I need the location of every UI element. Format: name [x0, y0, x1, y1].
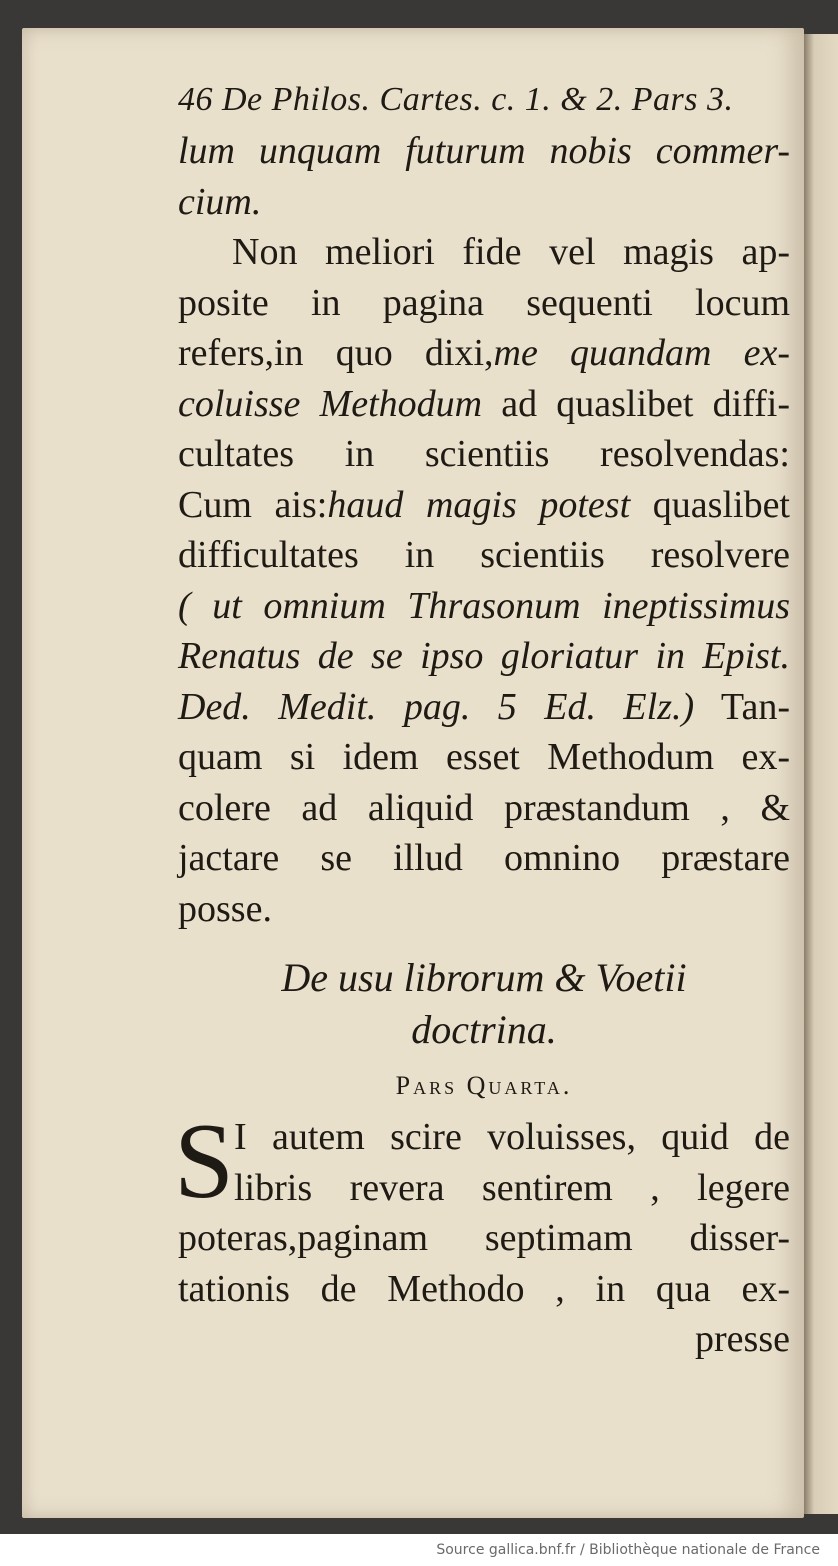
text-segment-italic: haud magis potest — [327, 483, 631, 526]
running-head: 46 De Philos. Cartes. c. 1. & 2. Pars 3. — [178, 81, 734, 118]
text-line: cultates in scientiis resolvendas: — [178, 433, 790, 475]
text-line: posite in pagina sequenti locum — [178, 281, 790, 324]
text-line — [178, 480, 790, 531]
catchword: presse — [695, 1318, 790, 1360]
text-segment: Cum ais: — [178, 483, 328, 526]
dropcap-initial: S — [174, 1102, 235, 1221]
page-text-block — [174, 78, 791, 1365]
text-line: jactare se illud omnino præstare — [178, 837, 790, 879]
text-segment: refers,in quo dixi, — [178, 332, 494, 374]
text-line: libris revera sentirem , legere — [234, 1166, 790, 1209]
section-heading-line: doctrina. — [411, 1007, 557, 1052]
section-subheading: Pars Quarta. — [395, 1071, 573, 1100]
text-line: tationis de Methodo , in qua ex- — [178, 1267, 790, 1310]
text-line — [178, 328, 790, 379]
source-footer: Source gallica.bnf.fr / Bibliothèque nationale de France — [0, 1534, 838, 1566]
text-segment-italic: Ded. Medit. pag. 5 Ed. Elz.) — [178, 685, 695, 728]
text-line: I autem scire voluisses, quid de — [234, 1116, 790, 1158]
text-segment: Tan- — [694, 685, 790, 728]
text-line: difficultates in scientiis resolvere — [178, 534, 790, 576]
text-line: Renatus de se ipso gloriatur in Epist. — [178, 635, 790, 677]
text-line — [178, 379, 790, 430]
section-heading-line: De usu librorum & Voetii — [281, 955, 687, 1000]
text-line: quam si idem esset Methodum ex- — [178, 736, 790, 778]
text-segment: ad quaslibet diffi- — [482, 382, 790, 425]
text-segment-italic: me quandam ex- — [493, 332, 791, 374]
text-line: cium. — [178, 180, 262, 223]
text-line: colere ad aliquid præstandum , & — [178, 786, 790, 829]
text-line: Non meliori fide vel magis ap- — [232, 231, 790, 273]
section-heading — [178, 952, 790, 1056]
text-line: poteras,paginam septimam disser- — [178, 1217, 790, 1259]
section-paragraph — [174, 1102, 790, 1365]
text-line: posse. — [178, 887, 272, 930]
text-line: ( ut omnium Thrasonum ineptissimus — [178, 584, 790, 627]
text-segment: quaslibet — [630, 483, 790, 526]
text-line: lum unquam futurum nobis commer- — [178, 130, 790, 172]
text-line — [178, 682, 790, 733]
text-segment-italic: coluisse Methodum — [178, 382, 483, 425]
facing-page-edge — [804, 34, 838, 1514]
